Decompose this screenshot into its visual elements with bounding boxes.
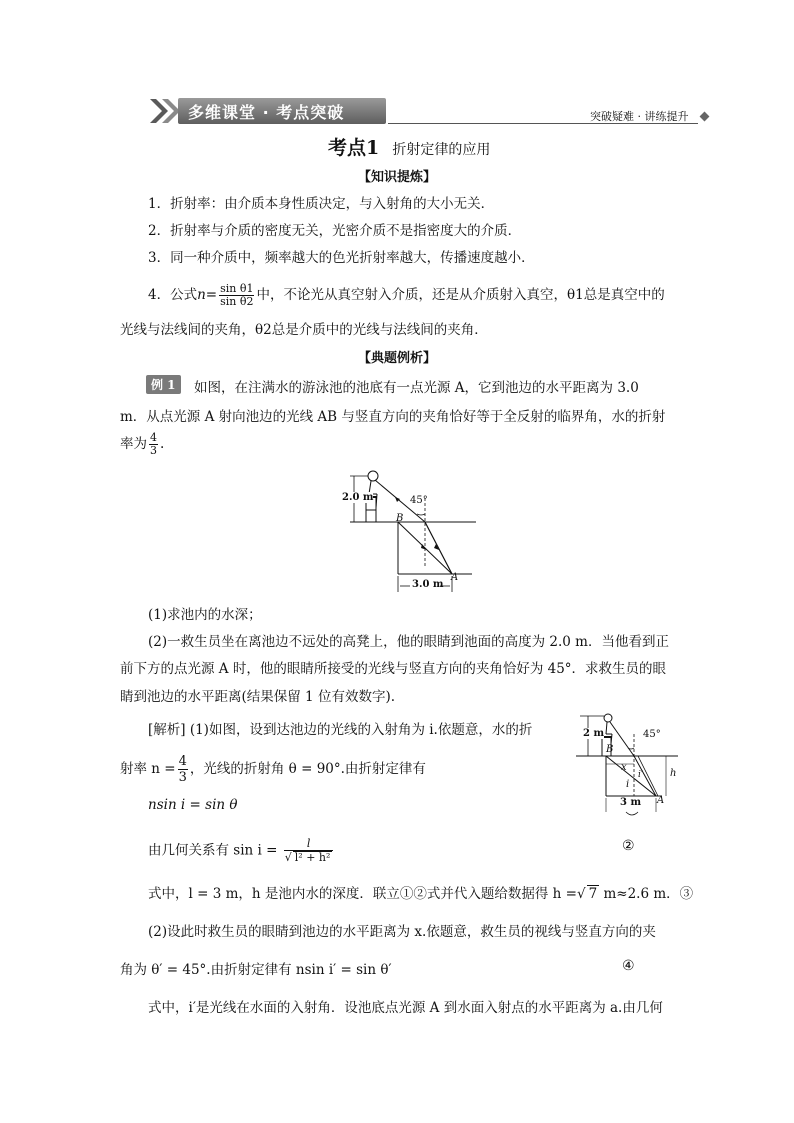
section-title-knowledge: 【知识提炼】 (357, 170, 436, 185)
banner-title: 多维课堂 · 考点突破 (188, 103, 345, 122)
equation-2: 由几何关系有 sin i = $\frac{l}{\text{√ l² + h²}}$ (148, 838, 335, 864)
fig2-i-label: i (626, 779, 630, 790)
knowledge-item-2: 2．折射率与介质的密度无关，光密介质不是指密度大的介质． (148, 223, 522, 239)
question-line-1: 如图，在注满水的游泳池的池底有一点光源 A，它到池边的水平距离为 3.0 (194, 380, 639, 396)
equation-2-number: ② (622, 838, 635, 854)
fig1-point-a: A (451, 572, 459, 583)
subquestion-2-line-1: (2)一救生员坐在离池边不远处的高凳上，他的眼睛到池面的高度为 2.0 m．当他看到正 (148, 634, 669, 650)
fig1-height-label: 2.0 m (342, 492, 374, 503)
fig1-width-label: 3.0 m (412, 579, 444, 590)
fig2-height-label: 2 m (583, 728, 605, 739)
topic-title: 折射定律的应用 (392, 142, 491, 158)
knowledge-item-1: 1．折射率：由介质本身性质决定，与入射角的大小无关． (148, 196, 495, 212)
fig2-point-b: B (606, 744, 614, 755)
solution-line-2: 射率 n = $\frac{4}{3}$ ，光线的折射角 θ = 90°.由折射定律有 (120, 754, 426, 785)
fig2-h-label: h (670, 768, 677, 779)
section-title-examples: 【典题例析】 (357, 351, 436, 366)
equation-4-number: ④ (622, 958, 635, 974)
equation-1: nsin i = sin θ (148, 797, 238, 813)
fraction: $\frac{l}{\text{√ l² + h²}}$ (284, 838, 334, 864)
question-line-3: 率为 $\frac{4}{3}$ . (120, 431, 165, 457)
fraction: $\frac{4}{3}$ (150, 431, 157, 457)
solution-line-5: 式中，l = 3 m，h 是池内水的深度．联立①②式并代入题给数据得 h =√ 7 m≈2.6 m．③ (148, 886, 694, 902)
header-banner (148, 98, 388, 124)
solution-line-6: (2)设此时救生员的眼睛到池边的水平距离为 x.依题意，救生员的视线与竖直方向的夹 (148, 924, 656, 940)
fig2-angle-label: 45° (643, 729, 661, 740)
fig2-point-a: A (657, 795, 665, 806)
subquestion-2-line-2: 前下方的点光源 A 时，他的眼睛所接受的光线与竖直方向的夹角恰好为 45°．求救生员的眼 (120, 661, 667, 677)
solution-line-7: 角为 θ′ = 45°.由折射定律有 nsin i′ = sin θ′ (120, 962, 392, 978)
knowledge-item-3: 3．同一种介质中，频率越大的色光折射率越大，传播速度越小． (148, 250, 535, 266)
fraction: $\frac{\text{sin θ1}}{\text{sin θ2}}$ (220, 282, 254, 308)
topic-label: 考点1 (328, 137, 380, 159)
question-line-2: m．从点光源 A 射向池边的光线 AB 与竖直方向的夹角恰好等于全反射的临界角，水的折射 (120, 409, 666, 425)
diamond-icon (700, 112, 710, 122)
fig2-iprime-label: i′ (638, 770, 643, 780)
solution-line-8: 式中，i′是光线在水面的入射角．设池底点光源 A 到水面入射点的水平距离为 a.由几何 (148, 1000, 663, 1016)
fig1-angle-label: 45° (410, 495, 428, 506)
fraction: $\frac{4}{3}$ (178, 754, 187, 785)
subquestion-1: (1)求池内的水深； (148, 607, 262, 623)
fig2-width-label: 3 m (620, 797, 642, 808)
solution-line-1: [解析] (1)如图，设到达池边的光线的入射角为 i.依题意，水的折 (148, 722, 533, 738)
subquestion-2-line-3: 睛到池边的水平距离(结果保留 1 位有效数字). (120, 689, 395, 705)
fig2-x-label: x (621, 762, 627, 773)
header-right-note: 突破疑难 · 讲练提升 (590, 110, 689, 123)
knowledge-item-4-cont: 光线与法线间的夹角，θ2总是介质中的光线与法线间的夹角． (120, 322, 488, 338)
knowledge-item-4: 4．公式n= $\frac{\text{sin θ1}}{\text{sin θ2}}$ 中，不论光从真空射入介质，还是从介质射入真空，θ1总是真空中的 (148, 282, 665, 308)
pool-diagram-1 (340, 468, 480, 598)
example-tag: 例 1 (146, 375, 181, 394)
fig1-point-b: B (396, 513, 404, 524)
topic-heading (328, 133, 490, 160)
